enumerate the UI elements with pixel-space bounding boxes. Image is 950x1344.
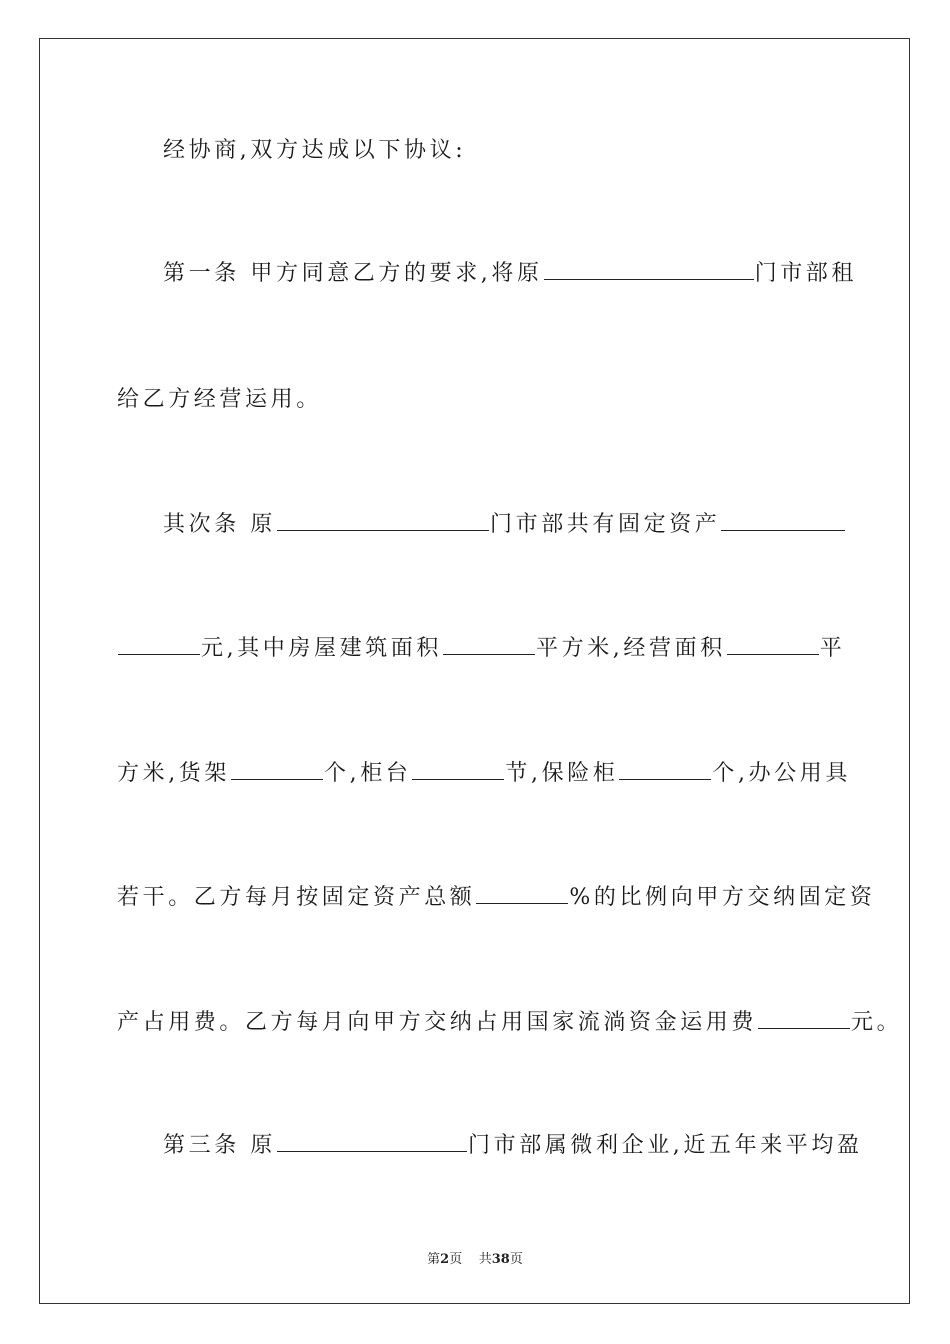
text: 个,柜台 xyxy=(324,761,412,786)
text: 平 xyxy=(819,636,846,661)
page-number-footer xyxy=(0,1248,950,1267)
paragraph-line-5 xyxy=(117,634,845,664)
blank-field xyxy=(544,259,754,280)
text: 门市部共有固定资产 xyxy=(490,512,721,537)
text: 元。 xyxy=(851,1010,903,1035)
page-frame xyxy=(39,38,910,1304)
text: 平方米,经营面积 xyxy=(536,636,726,661)
blank-field xyxy=(277,510,489,531)
footer-prefix: 第 xyxy=(427,1252,441,1267)
text: 经协商,双方达成以下协议: xyxy=(163,138,467,163)
paragraph-line-9 xyxy=(163,1131,863,1161)
paragraph-line-4 xyxy=(163,510,846,540)
text: 元,其中房屋建筑面积 xyxy=(201,636,442,661)
blank-field xyxy=(758,1008,850,1029)
text: 节,保险柜 xyxy=(505,761,619,786)
footer-suffix: 页 xyxy=(509,1252,523,1267)
blank-field xyxy=(476,883,568,904)
text: 第三条 原 xyxy=(163,1133,276,1158)
text: 个,办公用具 xyxy=(712,761,851,786)
blank-field xyxy=(727,634,819,655)
text: 其次条 原 xyxy=(163,512,276,537)
text: 第一条 甲方同意乙方的要求,将原 xyxy=(163,261,543,286)
total-pages: 38 xyxy=(491,1252,510,1267)
blank-field xyxy=(619,759,711,780)
text: 门市部属微利企业,近五年来平均盈 xyxy=(468,1133,863,1158)
paragraph-line-3 xyxy=(117,385,322,415)
paragraph-line-7 xyxy=(117,883,876,913)
blank-field xyxy=(412,759,504,780)
blank-field xyxy=(277,1131,467,1152)
footer-mid: 页 共 xyxy=(449,1252,492,1267)
blank-field xyxy=(721,510,845,531)
blank-field xyxy=(231,759,323,780)
paragraph-line-8 xyxy=(117,1008,902,1038)
text: 给乙方经营运用。 xyxy=(117,387,322,412)
paragraph-line-6 xyxy=(117,759,851,789)
text: 方米,货架 xyxy=(117,761,230,786)
text: 门市部租 xyxy=(754,261,857,286)
paragraph-line-2 xyxy=(163,259,857,289)
text: %的比例向甲方交纳固定资 xyxy=(569,885,876,910)
current-page-number: 2 xyxy=(440,1252,450,1267)
text: 产占用费。乙方每月向甲方交纳占用国家流淌资金运用费 xyxy=(117,1010,758,1035)
text: 若干。乙方每月按固定资产总额 xyxy=(117,885,476,910)
blank-field xyxy=(118,634,200,655)
blank-field xyxy=(443,634,535,655)
paragraph-line-1 xyxy=(163,136,466,166)
